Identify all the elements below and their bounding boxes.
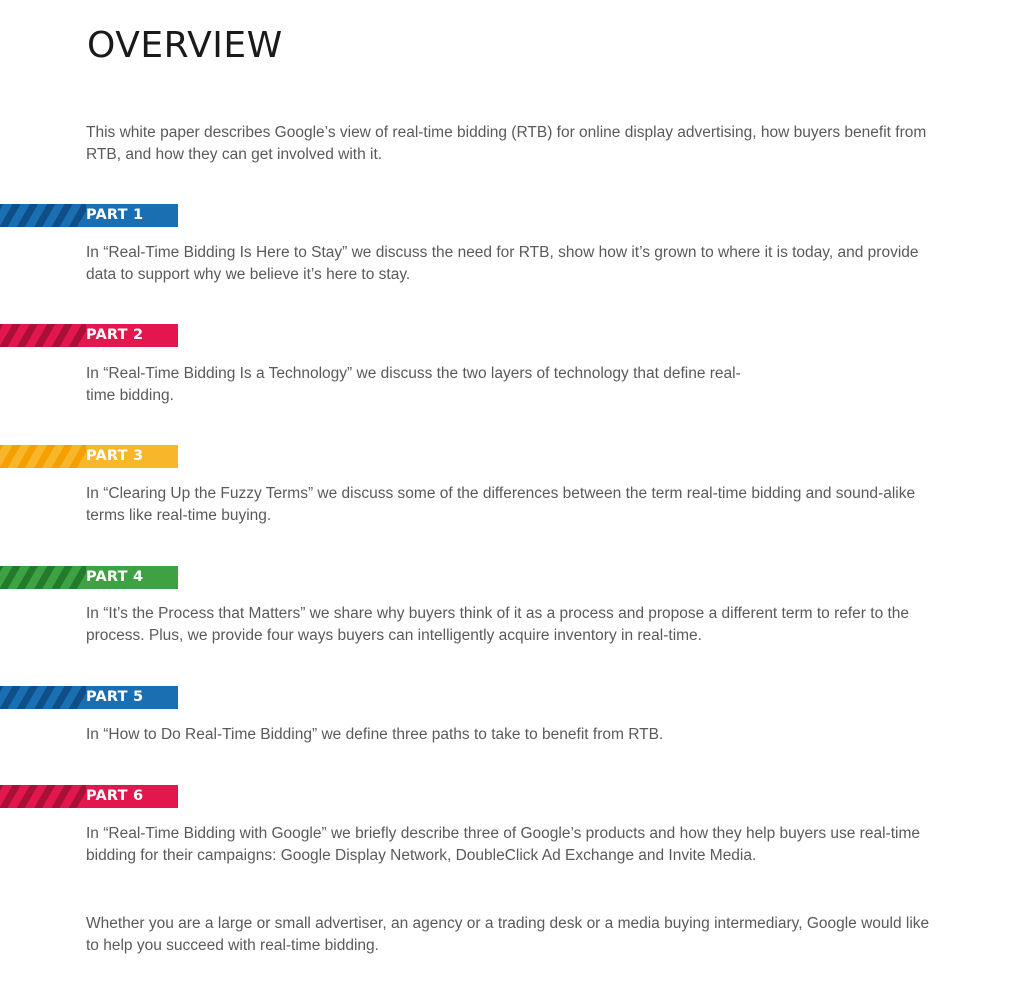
part-2-text-line-1: In “Real-Time Bidding Is a Technology” we discuss the two layers of technology that define real-	[86, 365, 741, 382]
part-1-label: PART 1	[86, 207, 144, 223]
page-title: OVERVIEW	[87, 25, 283, 66]
part-6-text: In “Real-Time Bidding with Google” we briefly describe three of Google’s products and how they help buyers use real-time bidding for their campaigns: Google Display Network, DoubleClick Ad Exchange and Invite Media.	[86, 825, 920, 864]
closing-paragraph: Whether you are a large or small advertiser, an agency or a trading desk or a media buying intermediary, Google would like to help you succeed with real-time bidding.	[86, 915, 930, 954]
part-3-stripes	[0, 445, 86, 468]
part-1-text: In “Real-Time Bidding Is Here to Stay” we discuss the need for RTB, show how it’s grown to where it is today, and provide data to support why we believe it’s here to stay.	[86, 244, 919, 283]
part-6-banner	[0, 785, 178, 808]
part-2-stripes	[0, 324, 86, 347]
part-2-label: PART 2	[86, 327, 144, 343]
part-3-text: In “Clearing Up the Fuzzy Terms” we discuss some of the differences between the term real-time bidding and sound-alike terms like real-time buying.	[86, 485, 916, 524]
part-4-text: In “It’s the Process that Matters” we share why buyers think of it as a process and propose a different term to refer to the process. Plus, we provide four ways buyers can intelligently acquire inventory in real-time.	[86, 605, 910, 644]
part-5-stripes	[0, 686, 86, 709]
part-3-banner	[0, 445, 178, 468]
part-2-text-line-2: time bidding.	[86, 387, 174, 404]
part-3-label: PART 3	[86, 448, 144, 464]
part-1-banner	[0, 204, 178, 227]
part-4-stripes	[0, 566, 86, 589]
part-4-banner	[0, 566, 178, 589]
part-2-banner	[0, 324, 178, 347]
intro-paragraph: This white paper describes Google’s view of real-time bidding (RTB) for online display advertising, how buyers benefit from RTB, and how they can get involved with it.	[86, 124, 927, 163]
part-1-stripes	[0, 204, 86, 227]
part-5-banner	[0, 686, 178, 709]
part-5-text: In “How to Do Real-Time Bidding” we define three paths to take to benefit from RTB.	[86, 726, 664, 743]
part-6-stripes	[0, 785, 86, 808]
part-2-text	[86, 363, 946, 407]
part-5-label: PART 5	[86, 689, 144, 705]
part-4-label: PART 4	[86, 569, 144, 585]
part-6-label: PART 6	[86, 788, 144, 804]
